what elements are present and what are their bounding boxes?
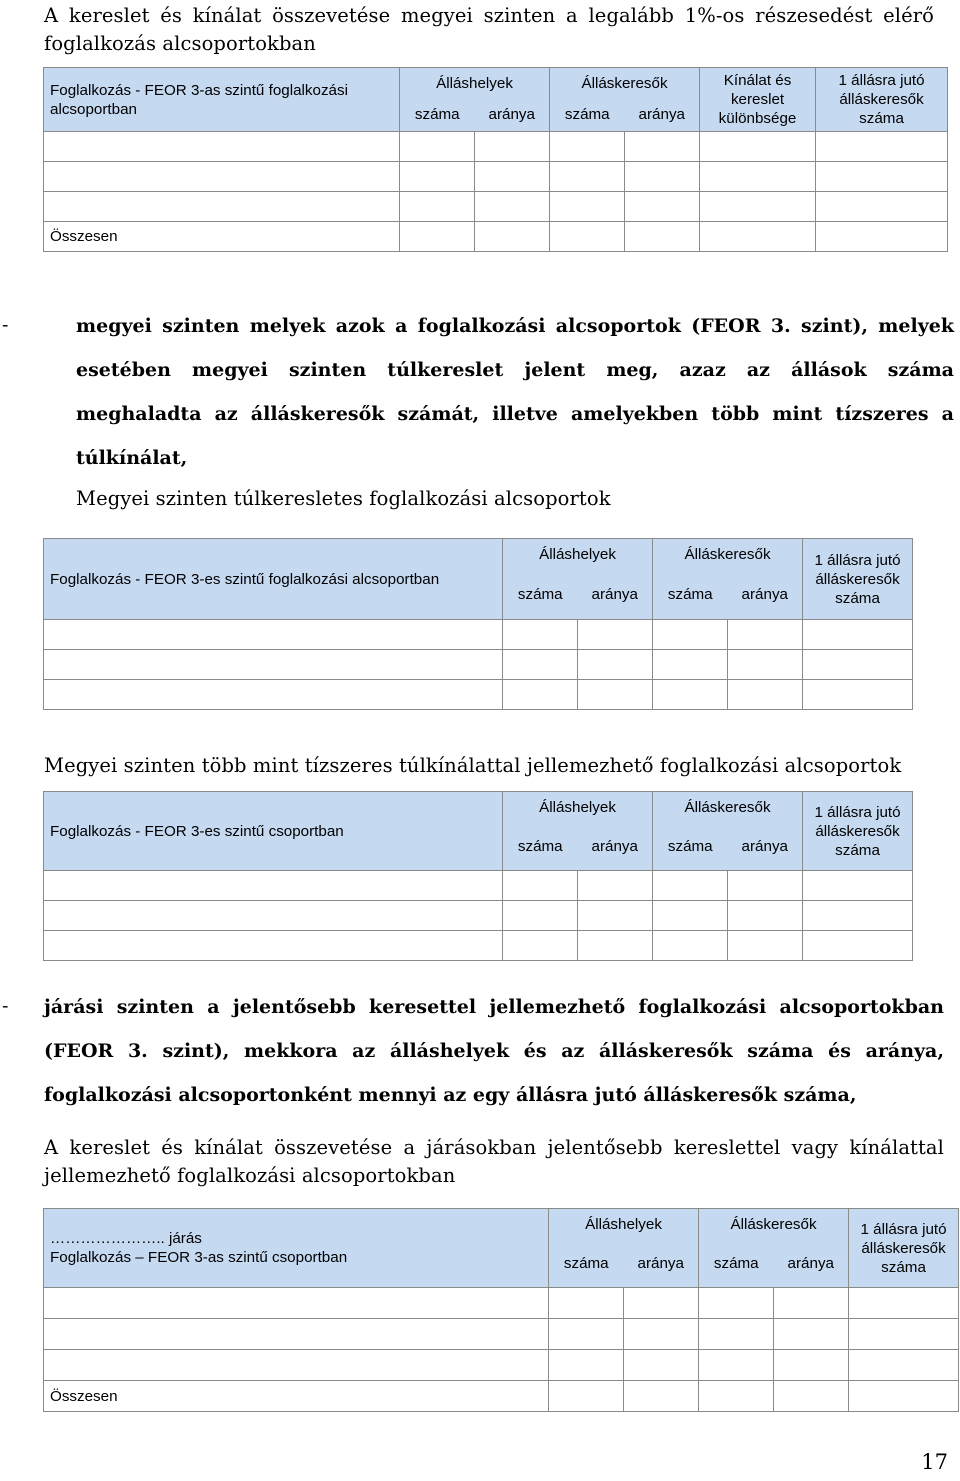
header-jut: 1 állásra jutó álláskeresők száma [816, 68, 948, 132]
header-allaskeresok: Álláskeresők [699, 1209, 849, 1240]
section2-title: Megyei szinten túlkeresletes foglalkozási alcsoportok [76, 487, 611, 510]
header-foglalkozas: Foglalkozás - FEOR 3-es szintű foglalkozási alcsoportban [44, 539, 503, 620]
table-row [44, 931, 913, 961]
bullet-dash: - [2, 995, 9, 1017]
header-foglalkozas: Foglalkozás - FEOR 3-es szintű csoportban [44, 792, 503, 871]
table-county-main [43, 67, 948, 252]
header-allashelyek-aranya: aránya [475, 99, 550, 132]
section1-title: A kereslet és kínálat összevetése megyei szinten a legalább 1%-os részesedést elérő foglalkozás alcsoportokban [44, 4, 934, 55]
header-foglalkozas [44, 1209, 549, 1288]
table-row [44, 1350, 959, 1381]
header-allashelyek-aranya: aránya [578, 570, 653, 620]
header-allashelyek-szama: száma [503, 823, 578, 871]
table-row [44, 132, 948, 162]
header-allaskeresok-aranya: aránya [625, 99, 700, 132]
header-foglalkozas-text: Foglalkozás – FEOR 3-as szintű csoportban [50, 1249, 348, 1266]
header-allaskeresok-szama: száma [550, 99, 625, 132]
header-allashelyek-szama: száma [549, 1240, 624, 1288]
header-allaskeresok-aranya: aránya [728, 570, 803, 620]
bullet2-text: járási szinten a jelentősebb keresettel jellemezhető foglalkozási alcsoportokban (FEOR 3. szint), mekkora az álláshelyek és az álláskeresők száma és aránya, foglalkozási alcsoportonként mennyi az egy állásra jutó álláskeresők száma, [44, 996, 944, 1106]
table-row [44, 901, 913, 931]
header-allashelyek-aranya: aránya [578, 823, 653, 871]
table-row [44, 871, 913, 901]
table-row [44, 620, 913, 650]
header-allaskeresok-szama: száma [653, 570, 728, 620]
header-foglalkozas: Foglalkozás - FEOR 3-as szintű foglalkozási alcsoportban [44, 68, 400, 132]
header-allaskeresok: Álláskeresők [550, 68, 700, 99]
page-number: 17 [921, 1450, 948, 1474]
header-kulonbseg: Kínálat és kereslet különbsége [700, 68, 816, 132]
table-row-total [44, 1381, 959, 1412]
header-allashelyek-aranya: aránya [624, 1240, 699, 1288]
table-row [44, 650, 913, 680]
bullet1-text: megyei szinten melyek azok a foglalkozási alcsoportok (FEOR 3. szint), melyek esetében megyei szinten túlkereslet jelent meg, azaz az állások száma meghaladta az álláskeresők számát, illetve amelyekben több mint tízszeres a túlkínálat, [76, 315, 954, 469]
header-allaskeresok-szama: száma [653, 823, 728, 871]
table-row [44, 1319, 959, 1350]
header-allashelyek: Álláshelyek [400, 68, 550, 99]
section4-title: A kereslet és kínálat összevetése a járásokban jelentősebb kereslettel vagy kínálattal jellemezhető foglalkozási alcsoportokban [44, 1136, 944, 1187]
table-row [44, 162, 948, 192]
header-allaskeresok: Álláskeresők [653, 792, 803, 823]
header-allashelyek: Álláshelyek [503, 792, 653, 823]
table-county-excess-demand [43, 538, 913, 710]
bullet-dash: - [2, 314, 9, 336]
table-row [44, 680, 913, 710]
header-allaskeresok: Álláskeresők [653, 539, 803, 570]
header-jut: 1 állásra jutó álláskeresők száma [849, 1209, 959, 1288]
table-district [43, 1208, 959, 1412]
table-row-total [44, 222, 948, 252]
header-allashelyek-szama: száma [400, 99, 475, 132]
header-allashelyek-szama: száma [503, 570, 578, 620]
header-allashelyek: Álláshelyek [549, 1209, 699, 1240]
header-allashelyek: Álláshelyek [503, 539, 653, 570]
header-allaskeresok-aranya: aránya [728, 823, 803, 871]
table-row [44, 1288, 959, 1319]
table-county-excess-supply [43, 791, 913, 961]
header-allaskeresok-aranya: aránya [774, 1240, 849, 1288]
table-row [44, 192, 948, 222]
header-allaskeresok-szama: száma [699, 1240, 774, 1288]
total-label: Összesen [44, 222, 400, 252]
section3-title: Megyei szinten több mint tízszeres túlkínálattal jellemezhető foglalkozási alcsoportok [44, 754, 902, 777]
jaras-label: ………………….. járás [50, 1230, 202, 1247]
header-jut: 1 állásra jutó álláskeresők száma [803, 792, 913, 871]
total-label: Összesen [44, 1381, 549, 1412]
header-jut: 1 állásra jutó álláskeresők száma [803, 539, 913, 620]
